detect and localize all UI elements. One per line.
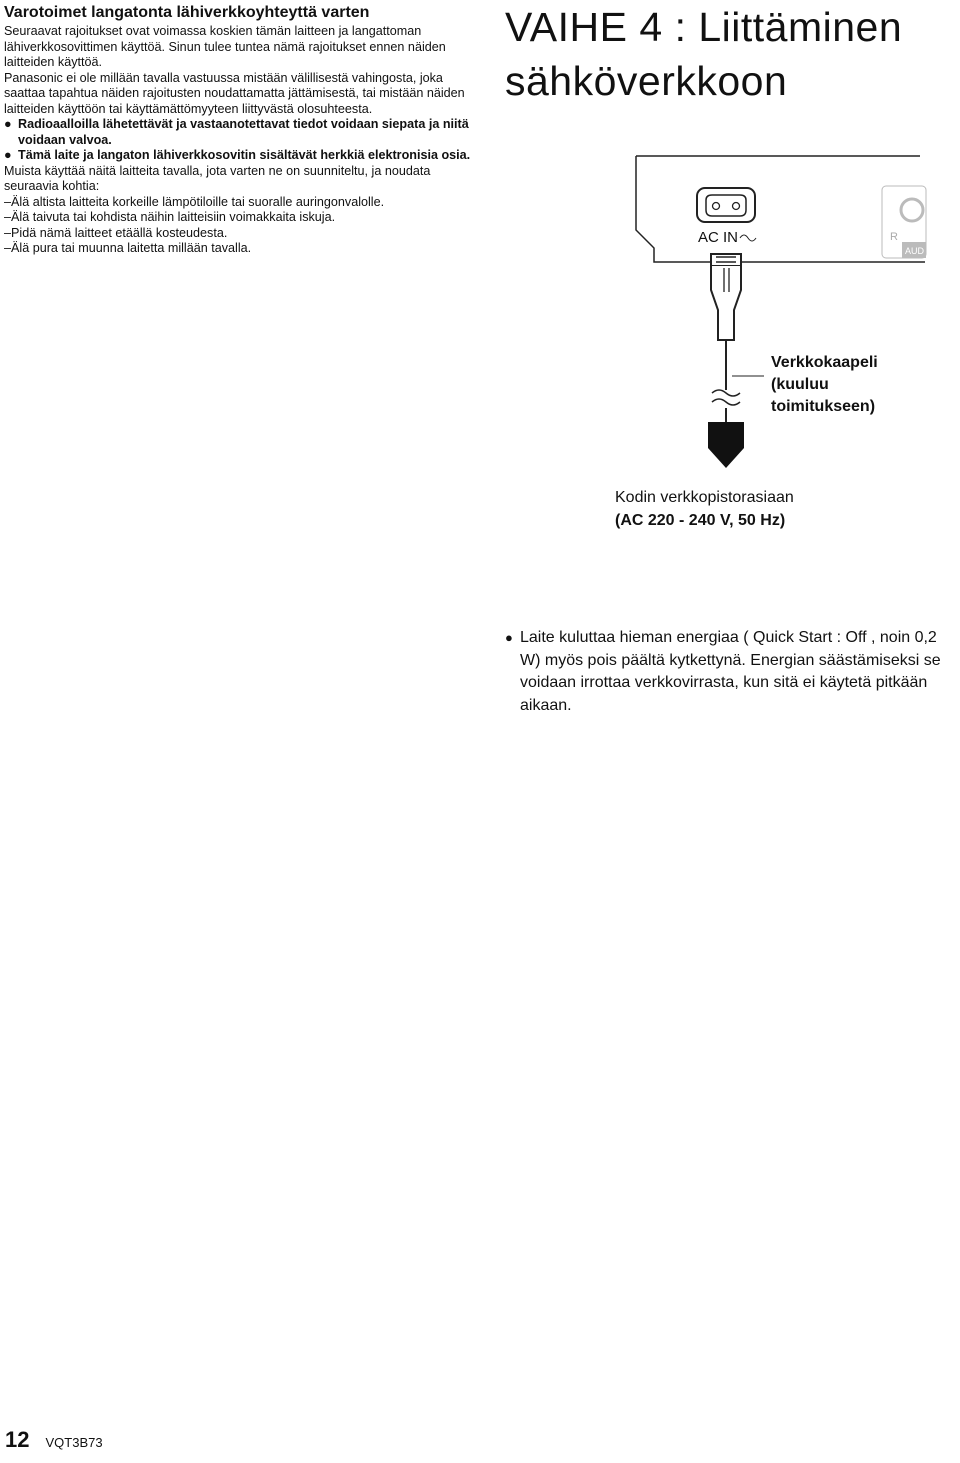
bullet-item [4,117,482,148]
outlet-label [615,486,794,532]
ac-in-label: AC IN [698,229,739,246]
energy-note-text: Laite kuluttaa hieman energiaa ( Quick Start : Off , noin 0,2 W) myös pois päältä kytkettynä. Energian säästämiseksi se voidaan irrottaa verkkovirrasta, kun sitä ei käytetä pitkään aikaan. [520,629,941,714]
bullet-icon: ● [505,630,513,645]
page-number: 12 [5,1427,30,1452]
dash-item: –Älä taivuta tai kohdista näihin laitteisiin voimakkaita iskuja. [4,210,336,224]
dash-item: –Älä altista laitteita korkeille lämpötiloille tai suoralle auringonvalolle. [4,194,385,209]
step-heading [505,0,902,108]
usage-intro: Muista käyttää näitä laitteita tavalla, jota varten ne on suunniteltu, ja noudata seuraavia kohtia: [4,163,431,193]
bullet-item [4,148,482,164]
cable-label [771,352,878,418]
bullet-icon: ● [4,117,12,131]
liability-text: Panasonic ei ole millään tavalla vastuussa mistään välillisestä vahingosta, joka saattaa tapahtua näiden rajoitusten noudattamatta jättämisestä, tai mistään näiden laitteiden käyttöön tai käyttämättömyyteen liittyvästä olosuhteesta. [4,70,465,116]
model-code: VQT3B73 [45,1435,103,1450]
aud-label: AUD [905,246,925,256]
wireless-precautions-section [4,3,482,257]
cable-label-line: (kuuluu [771,376,829,393]
outlet-spec: (AC 220 - 240 V, 50 Hz) [615,512,786,529]
step-heading-line1: VAIHE 4 : Liittäminen [505,4,903,50]
r-label: R [890,231,898,243]
cable-label-line: toimitukseen) [771,398,876,415]
bullet-icon: ● [4,148,12,162]
intro-text: Seuraavat rajoitukset ovat voimassa koskien tämän laitteen ja langattoman lähiverkkosovittimen käyttöä. Sinun tulee tuntea nämä rajoitukset ennen näiden laitteiden käyttöä. [4,24,446,69]
dash-item: –Pidä nämä laitteet etäällä kosteudesta. [4,225,228,240]
cable-label-line: Verkkokaapeli [771,354,878,371]
section-title: Varotoimet langatonta lähiverkkoyhteyttä varten [4,4,370,21]
cable-break-icon [712,390,740,405]
energy-note [505,627,960,717]
down-arrow-icon [708,422,744,468]
dash-item: –Älä pura tai muunna laitetta millään tavalla. [4,241,252,255]
audio-jack-icon [882,186,926,258]
ac-wave-icon [740,235,756,241]
bullet-text: Tämä laite ja langaton lähiverkkosovitin sisältävät herkkiä elektronisia osia. [18,148,471,162]
bullet-text: Radioaalloilla lähetettävät ja vastaanotettavat tiedot voidaan siepata ja niitä voidaan valvoa. [18,117,469,147]
power-plug-icon [711,254,741,340]
step-heading-line2: sähköverkkoon [505,58,788,104]
ac-inlet-icon [697,188,755,222]
power-connection-diagram [620,150,960,480]
page-footer [5,1427,103,1453]
outlet-label-text: Kodin verkkopistorasiaan [615,489,794,506]
